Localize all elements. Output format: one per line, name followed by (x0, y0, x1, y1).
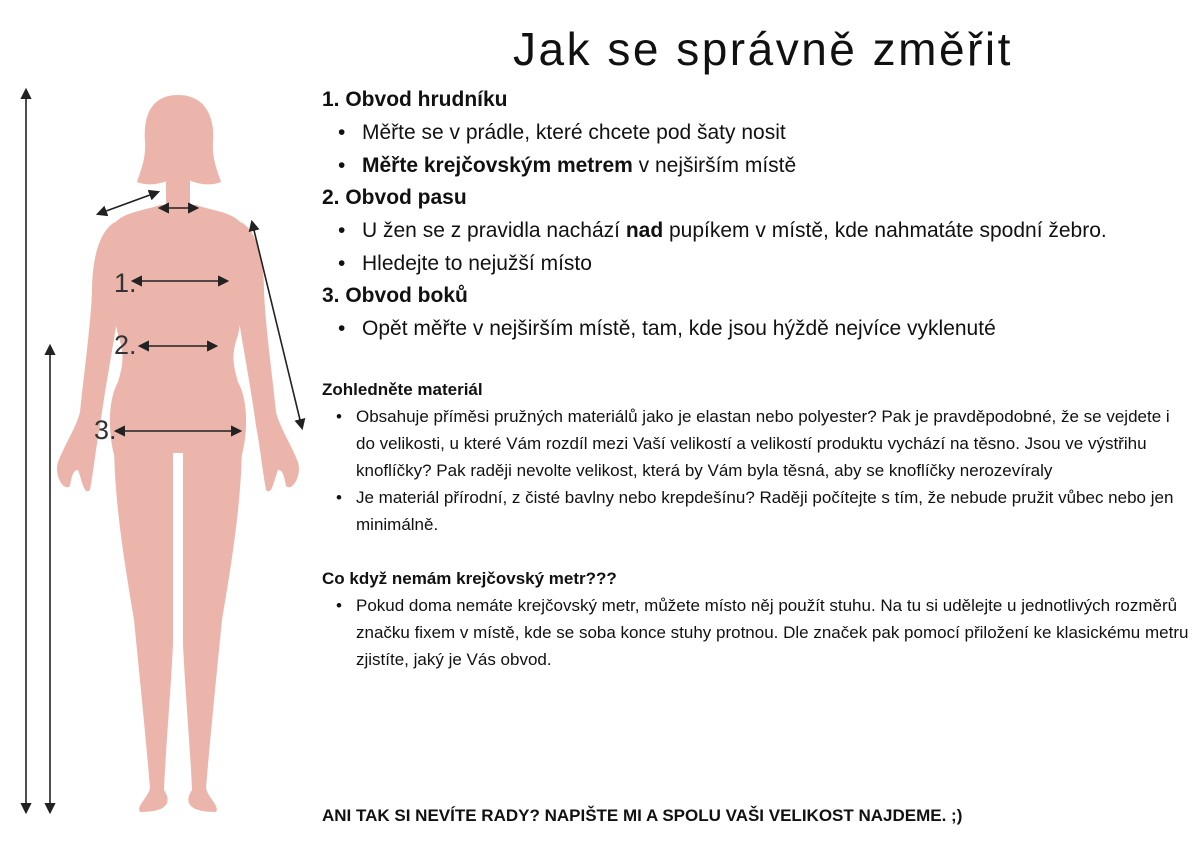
label-1: 1. (114, 268, 137, 298)
list-item (322, 484, 1192, 538)
list-item (322, 312, 1192, 345)
content (322, 84, 1192, 673)
material-section (322, 377, 1192, 538)
footer-cta: ANI TAK SI NEVÍTE RADY? NAPIŠTE MI A SPOLU VAŠI VELIKOST NAJDEME. ;) (322, 806, 963, 825)
no-tape-item-1: Pokud doma nemáte krejčovský metr, můžete místo něj použít stuhu. Na tu si udělejte u jednotlivých rozměrů značku fixem v místě, kde se soba konce stuhy protnou. Dle značek pak pomocí přiložení ke klasickému metru zjistíte, jaký je Vás obvod. (356, 596, 1189, 669)
hips-bullet-1: Opět měřte v nejširším místě, tam, kde jsou hýždě nejvíce vyklenuté (362, 317, 996, 340)
material-item-2: Je materiál přírodní, z čisté bavlny nebo krepdešínu? Raději počítejte s tím, že nebude pružit vůbec nebo jen minimálně. (356, 488, 1174, 534)
list-item (322, 592, 1192, 673)
waist-bullet-1-post: pupíkem v místě, kde nahmatáte spodní žebro. (663, 219, 1107, 242)
hips-heading: 3. Obvod boků (322, 284, 468, 307)
waist-bullet-2: Hledejte to nejužší místo (362, 252, 592, 275)
chest-section (322, 84, 1192, 182)
label-2: 2. (114, 330, 137, 360)
list-item (322, 214, 1192, 247)
hips-list (322, 312, 1192, 345)
no-tape-list (322, 592, 1192, 673)
chest-heading: 1. Obvod hrudníku (322, 88, 508, 111)
chest-bullet-2-rest: v nejširším místě (632, 154, 797, 177)
chest-list (322, 116, 1192, 182)
label-3: 3. (94, 415, 117, 445)
chest-bullet-1: Měřte se v prádle, které chcete pod šaty nosit (362, 121, 786, 144)
waist-section (322, 182, 1192, 280)
waist-list (322, 214, 1192, 280)
waist-bullet-1-pre: U žen se z pravidla nachází (362, 219, 626, 242)
list-item (322, 149, 1192, 182)
waist-heading: 2. Obvod pasu (322, 186, 467, 209)
material-heading: Zohledněte materiál (322, 380, 483, 399)
list-item (322, 116, 1192, 149)
list-item (322, 247, 1192, 280)
material-item-1: Obsahuje příměsi pružných materiálů jako je elastan nebo polyester? Pak je pravděpodobné, že se vejdete i do velikosti, u které Vám rozdíl mezi Vaší velikostí a velikostí produktu vychází na těsno. Jsou ve výstřihu knoflíčky? Pak raději nevolte velikost, která by Vám byla těsná, aby se knoflíčky nerozevíraly (356, 407, 1170, 480)
waist-bullet-1-bold: nad (625, 219, 664, 242)
page-title: Jak se správně změřit (513, 23, 1013, 75)
material-list (322, 403, 1192, 538)
hips-section (322, 280, 1192, 345)
no-tape-heading: Co když nemám krejčovský metr??? (322, 569, 617, 588)
body-figure-illustration (0, 0, 320, 850)
chest-bullet-2-bold: Měřte krejčovským metrem (362, 154, 633, 177)
no-tape-section (322, 566, 1192, 673)
list-item (322, 403, 1192, 484)
